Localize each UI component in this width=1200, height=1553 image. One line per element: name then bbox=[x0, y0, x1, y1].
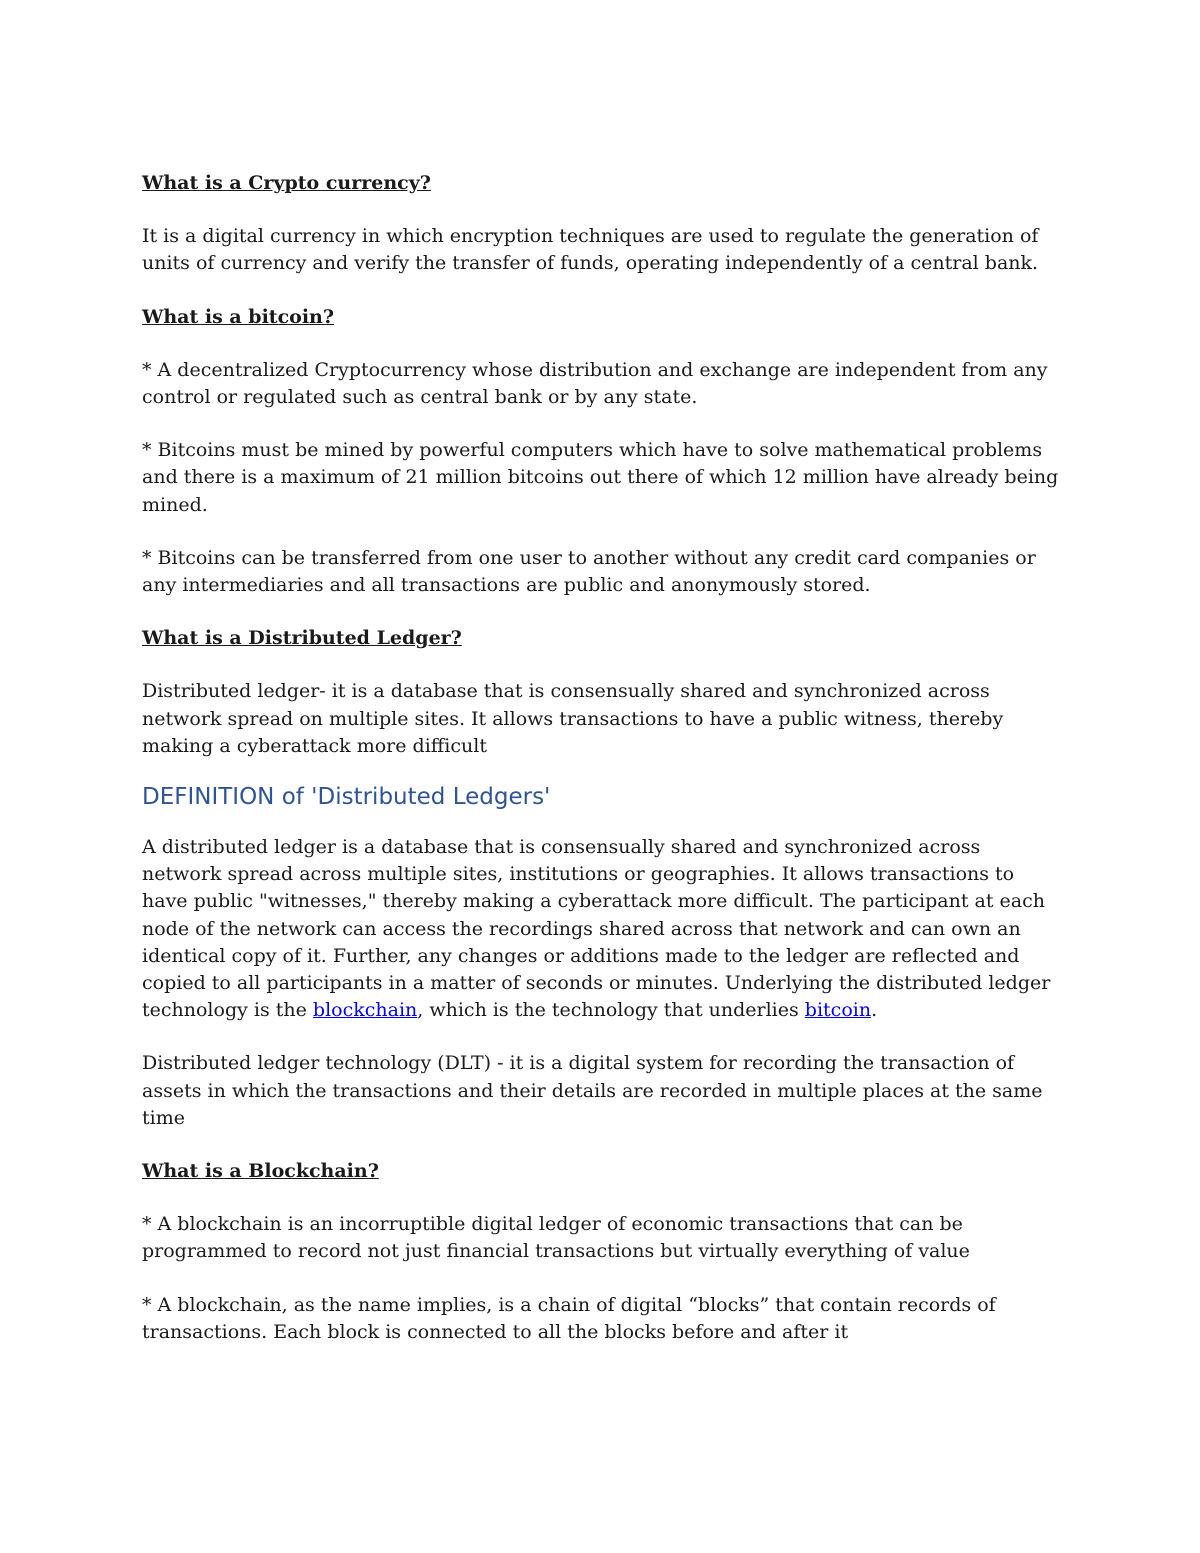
blockchain-bullet-1: * A blockchain is an incorruptible digital ledger of economic transactions that can be programmed to record not just financial transactions but virtually everything of value bbox=[142, 1213, 970, 1263]
blockchain-bullet-2: * A blockchain, as the name implies, is a chain of digital “blocks” that contain records of transactions. Each block is connected to all the blocks before and after it bbox=[142, 1293, 996, 1343]
heading-blockchain: What is a Blockchain? bbox=[142, 1160, 379, 1183]
blockchain-link[interactable]: blockchain bbox=[312, 999, 418, 1022]
heading-distributed-ledger: What is a Distributed Ledger? bbox=[142, 627, 462, 650]
bitcoin-link[interactable]: bitcoin bbox=[804, 999, 872, 1022]
definition-heading: DEFINITION of 'Distributed Ledgers' bbox=[142, 784, 551, 811]
definition-text-part-1: A distributed ledger is a database that is consensually shared and synchronized across network spread across multiple sites, institutions or geographies. It allows transactions to have public "witnesses," thereby making a cyberattack more difficult. The participant at each node of the network can access the recordings shared across that network and can own an identical copy of it. Further, any changes or additions made to the ledger are reflected and copied to all participants in a matter of seconds or minutes. Underlying the distributed ledger technology is the bbox=[142, 836, 1051, 1022]
definition-text-part-3: . bbox=[871, 999, 878, 1022]
bitcoin-bullet-2: * Bitcoins must be mined by powerful computers which have to solve mathematical problems and there is a maximum of 21 million bitcoins out there of which 12 million have already being mined. bbox=[142, 439, 1059, 516]
heading-bitcoin: What is a bitcoin? bbox=[142, 305, 334, 328]
distributed-ledger-definition: Distributed ledger- it is a database that is consensually shared and synchronized across network spread on multiple sites. It allows transactions to have a public witness, thereby making a cyberattack more difficult bbox=[142, 680, 1004, 757]
document-page bbox=[142, 170, 1062, 1372]
definition-text-part-2: , which is the technology that underlies bbox=[417, 999, 805, 1022]
dlt-definition: Distributed ledger technology (DLT) - it is a digital system for recording the transaction of assets in which the transactions and their details are recorded in multiple places at the same time bbox=[142, 1052, 1043, 1129]
definition-paragraph bbox=[142, 834, 1062, 1024]
bitcoin-bullet-3: * Bitcoins can be transferred from one user to another without any credit card companies or any intermediaries and all transactions are public and anonymously stored. bbox=[142, 546, 1036, 597]
bitcoin-bullet-1: * A decentralized Cryptocurrency whose distribution and exchange are independent from any control or regulated such as central bank or by any state. bbox=[142, 358, 1048, 409]
crypto-currency-definition: It is a digital currency in which encryption techniques are used to regulate the generation of units of currency and verify the transfer of funds, operating independently of a central bank. bbox=[142, 225, 1039, 275]
heading-crypto-currency: What is a Crypto currency? bbox=[142, 172, 431, 194]
